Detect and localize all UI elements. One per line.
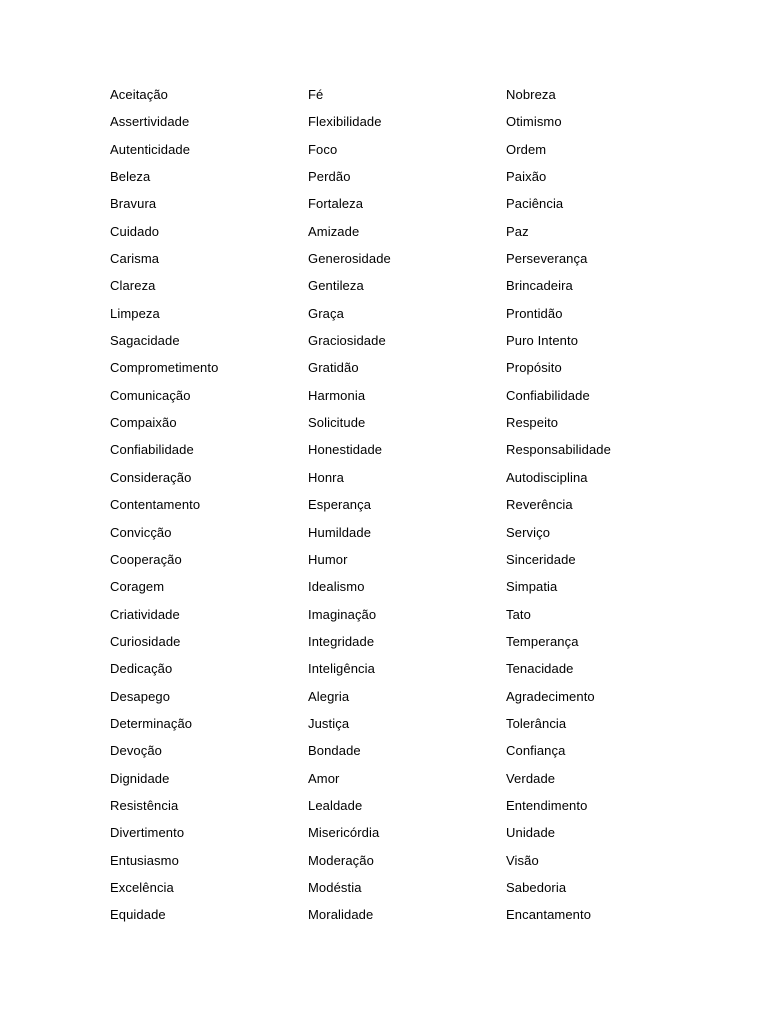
word-item: Divertimento [110, 825, 185, 841]
word-item: Equidade [110, 907, 166, 923]
word-item: Excelência [110, 879, 174, 895]
word-item: Autenticidade [110, 141, 191, 157]
word-item: Dignidade [110, 770, 170, 786]
word-item: Harmonia [308, 387, 366, 403]
word-item: Encantamento [506, 907, 592, 923]
word-item: Bondade [308, 743, 361, 759]
word-item: Contentamento [110, 497, 201, 513]
word-item: Fé [308, 87, 324, 102]
word-column-1 [110, 85, 300, 933]
word-item: Sagacidade [110, 333, 180, 349]
word-item: Honestidade [308, 442, 383, 458]
word-item: Fortaleza [308, 196, 364, 212]
word-column-2 [308, 85, 498, 933]
word-item: Moderação [308, 852, 374, 868]
word-item: Confiança [506, 743, 566, 759]
word-item: Serviço [506, 524, 551, 540]
word-item: Dedicação [110, 661, 173, 677]
word-item: Ordem [506, 141, 547, 157]
word-item: Foco [308, 141, 338, 157]
word-item: Perseverança [506, 251, 588, 267]
word-item: Sinceridade [506, 551, 576, 567]
word-item: Humildade [308, 524, 372, 540]
word-item: Integridade [308, 633, 375, 649]
word-item: Cooperação [110, 551, 182, 567]
word-item: Limpeza [110, 305, 160, 321]
word-item: Tato [506, 606, 531, 622]
word-item: Flexibilidade [308, 114, 382, 130]
word-item: Imaginação [308, 606, 377, 622]
word-item: Convicção [110, 524, 172, 540]
word-item: Responsabilidade [506, 442, 611, 458]
word-item: Comunicação [110, 387, 191, 403]
word-item: Otimismo [506, 114, 562, 130]
word-item: Clareza [110, 278, 156, 294]
word-item: Puro Intento [506, 333, 579, 349]
word-item: Tolerância [506, 715, 567, 731]
word-item: Desapego [110, 688, 171, 704]
word-item: Moralidade [308, 907, 374, 923]
word-item: Paz [506, 223, 529, 239]
word-item: Modéstia [308, 879, 362, 895]
word-item: Beleza [110, 169, 151, 185]
word-item: Cuidado [110, 223, 160, 239]
word-item: Curiosidade [110, 633, 181, 649]
word-item: Gentileza [308, 278, 364, 294]
word-item: Carisma [110, 251, 160, 267]
word-item: Respeito [506, 415, 559, 431]
word-item: Amizade [308, 223, 360, 239]
word-item: Aceitação [110, 87, 168, 102]
word-item: Bravura [110, 196, 157, 212]
word-item: Paciência [506, 196, 564, 212]
word-item: Devoção [110, 743, 163, 759]
word-item: Autodisciplina [506, 469, 588, 485]
word-item: Assertividade [110, 114, 190, 130]
word-item: Entusiasmo [110, 852, 179, 868]
word-item: Resistência [110, 797, 179, 813]
word-item: Coragem [110, 579, 165, 595]
word-item: Tenacidade [506, 661, 574, 677]
word-item: Amor [308, 770, 340, 786]
word-item: Consideração [110, 469, 192, 485]
word-item: Nobreza [506, 87, 556, 102]
word-item: Prontidão [506, 305, 563, 321]
word-item: Simpatia [506, 579, 558, 595]
word-item: Perdão [308, 169, 351, 185]
word-item: Brincadeira [506, 278, 573, 294]
word-item: Verdade [506, 770, 556, 786]
word-item: Unidade [506, 825, 556, 841]
word-item: Esperança [308, 497, 372, 513]
word-item: Paixão [506, 169, 547, 185]
word-item: Confiabilidade [506, 387, 590, 403]
word-item: Criatividade [110, 606, 180, 622]
word-item: Alegria [308, 688, 350, 704]
word-item: Compaixão [110, 415, 177, 431]
word-item: Reverência [506, 497, 573, 513]
word-item: Solicitude [308, 415, 366, 431]
word-item: Justiça [308, 715, 350, 731]
word-item: Lealdade [308, 797, 363, 813]
word-item: Propósito [506, 360, 562, 376]
word-item: Humor [308, 551, 348, 567]
word-item: Visão [506, 852, 539, 868]
word-item: Comprometimento [110, 360, 219, 376]
word-item: Determinação [110, 715, 193, 731]
word-item: Graciosidade [308, 333, 386, 349]
word-item: Honra [308, 469, 344, 485]
word-column-3 [506, 85, 696, 933]
word-item: Idealismo [308, 579, 365, 595]
word-item: Entendimento [506, 797, 588, 813]
word-item: Inteligência [308, 661, 375, 677]
word-item: Generosidade [308, 251, 391, 267]
word-item: Graça [308, 305, 344, 321]
word-item: Agradecimento [506, 688, 595, 704]
word-item: Misericórdia [308, 825, 380, 841]
word-item: Confiabilidade [110, 442, 194, 458]
word-item: Sabedoria [506, 879, 567, 895]
word-item: Gratidão [308, 360, 359, 376]
word-item: Temperança [506, 633, 579, 649]
